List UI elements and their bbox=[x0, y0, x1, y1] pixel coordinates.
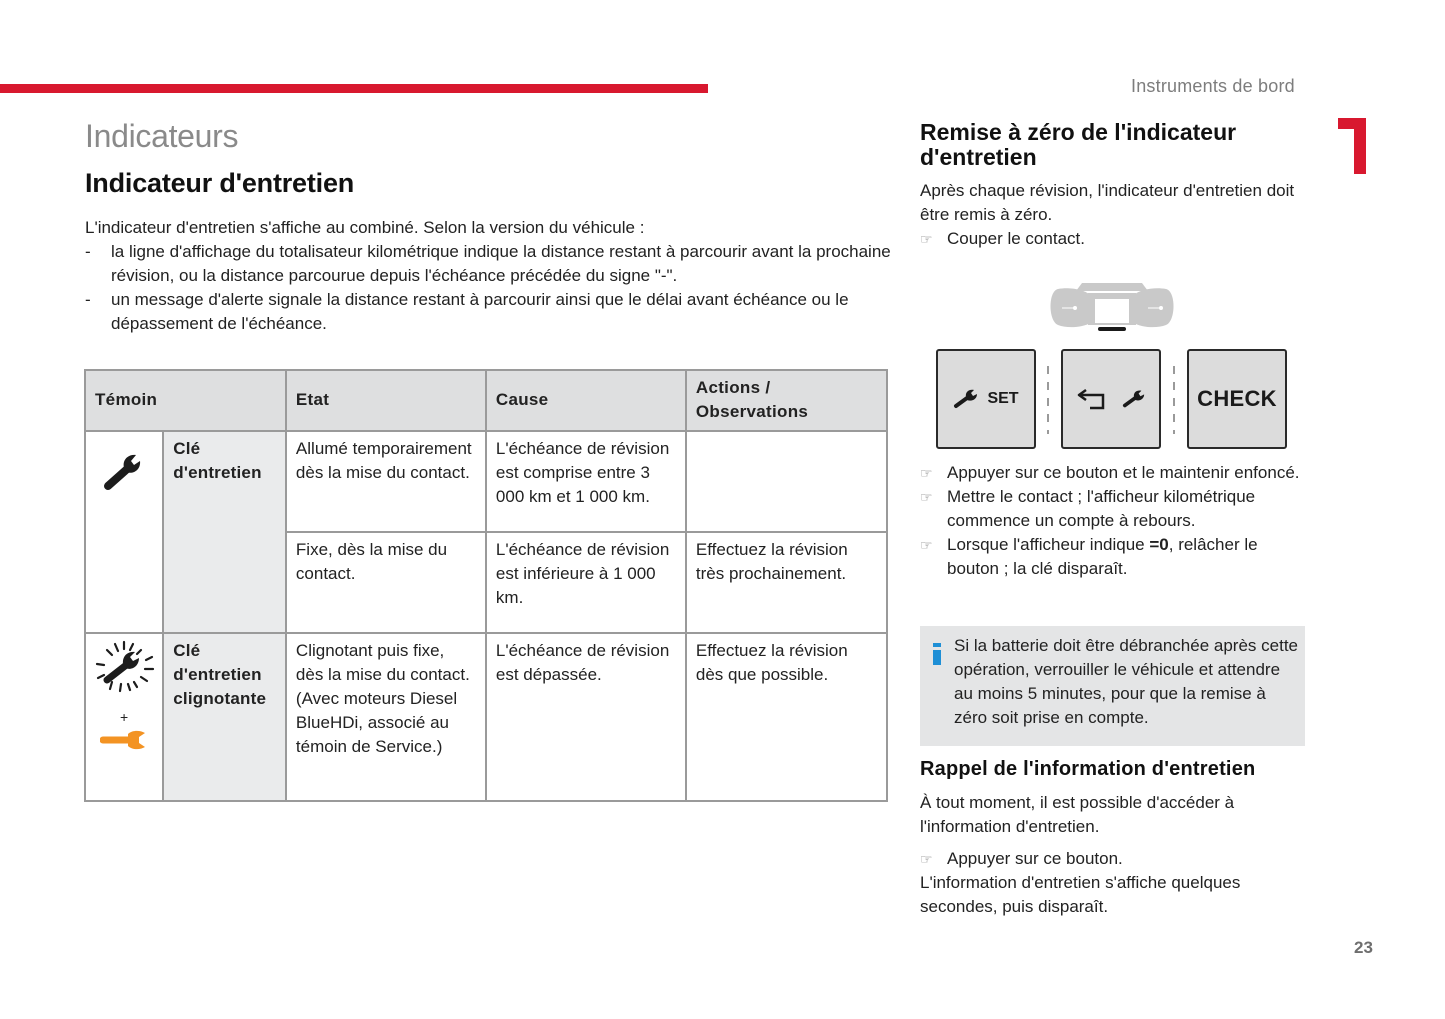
set-label: SET bbox=[987, 390, 1019, 407]
header-actions: Actions / Observations bbox=[686, 370, 887, 431]
reset-steps bbox=[920, 461, 1305, 581]
pointing-hand-icon: ☞ bbox=[920, 851, 933, 867]
indicator-name: Clé d'entretien bbox=[163, 431, 286, 633]
indicator-name: Clé d'entretien clignotante bbox=[163, 633, 286, 801]
step-item bbox=[920, 533, 1305, 581]
wrench-icon bbox=[1122, 389, 1146, 409]
step-text bbox=[947, 533, 1305, 581]
cell-actions: Effectuez la révision dès que possible. bbox=[686, 633, 887, 801]
step-item bbox=[920, 461, 1305, 485]
reset-intro-block bbox=[920, 179, 1310, 251]
info-box bbox=[920, 626, 1305, 746]
section-title: Indicateurs bbox=[85, 118, 239, 154]
recall-section-title: Rappel de l'information d'entretien bbox=[920, 758, 1256, 780]
info-text: Si la batterie doit être débranchée après cette opération, verrouiller le véhicule et attendre au moins 5 minutes, pour que la remise à zéro soit prise en compte. bbox=[954, 636, 1298, 727]
cell-cause: L'échéance de révision est dépassée. bbox=[486, 633, 686, 801]
page-number: 23 bbox=[1354, 938, 1373, 957]
icon-cell bbox=[85, 633, 163, 801]
step-text: Appuyer sur ce bouton et le maintenir enfoncé. bbox=[947, 463, 1300, 482]
step-text: Appuyer sur ce bouton. bbox=[947, 849, 1123, 868]
step-text-start: Lorsque l'afficheur indique bbox=[947, 535, 1145, 554]
step-item bbox=[920, 847, 1305, 871]
pointing-hand-icon: ☞ bbox=[920, 231, 933, 247]
wrench-icon bbox=[953, 389, 979, 409]
running-head: Instruments de bord bbox=[1131, 76, 1295, 96]
header-etat: Etat bbox=[286, 370, 486, 431]
subsection-title: Indicateur d'entretien bbox=[85, 168, 355, 198]
maintenance-indicator-table bbox=[84, 369, 888, 802]
cell-etat: Allumé temporairement dès la mise du contact. bbox=[286, 431, 486, 532]
step-item bbox=[920, 485, 1305, 533]
list-item-text: un message d'alerte signale la distance restant à parcourir ainsi que le délai avant échéance ou le dépassement de l'échéance. bbox=[111, 290, 849, 333]
recall-outro: L'information d'entretien s'affiche quelques secondes, puis disparaît. bbox=[920, 873, 1241, 916]
reset-wrench-button[interactable] bbox=[1061, 349, 1161, 449]
table-header-row bbox=[85, 370, 887, 431]
step-text-end: , relâcher le bouton ; la clé disparaît. bbox=[947, 535, 1258, 578]
cell-etat: Clignotant puis fixe, dès la mise du contact. (Avec moteurs Diesel BlueHDi, associé au témoin de Service.) bbox=[286, 633, 486, 801]
step-item bbox=[920, 227, 1310, 251]
table-row bbox=[85, 431, 887, 532]
list-item bbox=[85, 240, 895, 288]
step-text: Mettre le contact ; l'afficheur kilométrique commence un compte à rebours. bbox=[947, 487, 1256, 530]
instrument-cluster-illustration bbox=[1048, 281, 1176, 333]
table-row bbox=[85, 633, 887, 801]
return-arrow-icon bbox=[1076, 387, 1108, 411]
list-item bbox=[85, 288, 895, 336]
button-separator bbox=[1173, 366, 1175, 434]
step-text: Couper le contact. bbox=[947, 229, 1085, 248]
pointing-hand-icon: ☞ bbox=[920, 465, 933, 481]
pointing-hand-icon: ☞ bbox=[920, 489, 933, 505]
header-cause: Cause bbox=[486, 370, 686, 431]
cell-etat: Fixe, dès la mise du contact. bbox=[286, 532, 486, 633]
orange-service-wrench-icon bbox=[100, 729, 148, 751]
step-text-bold: =0 bbox=[1149, 535, 1169, 554]
icon-cell bbox=[85, 431, 163, 633]
recall-intro: À tout moment, il est possible d'accéder à l'information d'entretien. bbox=[920, 793, 1235, 836]
button-separator bbox=[1047, 366, 1049, 434]
icon-plus: + bbox=[120, 709, 129, 725]
cell-actions: Effectuez la révision très prochainement. bbox=[686, 532, 887, 633]
intro-block bbox=[85, 216, 895, 336]
check-button[interactable] bbox=[1187, 349, 1287, 449]
reset-section-title: Remise à zéro de l'indicateur d'entretien bbox=[920, 119, 1237, 170]
intro-text: L'indicateur d'entretien s'affiche au combiné. Selon la version du véhicule : bbox=[85, 218, 645, 237]
list-item-text: la ligne d'affichage du totalisateur kilométrique indique la distance restant à parcourir avant la prochaine révision, ou la distance parcourue depuis l'échéance précédée du signe "-". bbox=[111, 242, 891, 285]
pointing-hand-icon: ☞ bbox=[920, 537, 933, 553]
info-icon bbox=[933, 643, 941, 665]
wrench-icon bbox=[102, 448, 146, 492]
cell-actions bbox=[686, 431, 887, 532]
reset-intro-text: Après chaque révision, l'indicateur d'entretien doit être remis à zéro. bbox=[920, 181, 1295, 224]
check-label: CHECK bbox=[1197, 386, 1277, 411]
cell-cause: L'échéance de révision est inférieure à 1 000 km. bbox=[486, 532, 686, 633]
cell-cause: L'échéance de révision est comprise entre 3 000 km et 1 000 km. bbox=[486, 431, 686, 532]
chapter-number bbox=[1338, 118, 1368, 174]
set-button[interactable] bbox=[936, 349, 1036, 449]
bullet-marker: - bbox=[85, 290, 91, 309]
recall-steps bbox=[920, 847, 1305, 919]
bullet-marker: - bbox=[85, 242, 91, 261]
header-accent-bar bbox=[0, 84, 708, 93]
header-temoin: Témoin bbox=[85, 370, 286, 431]
flashing-wrench-icon bbox=[93, 640, 155, 700]
